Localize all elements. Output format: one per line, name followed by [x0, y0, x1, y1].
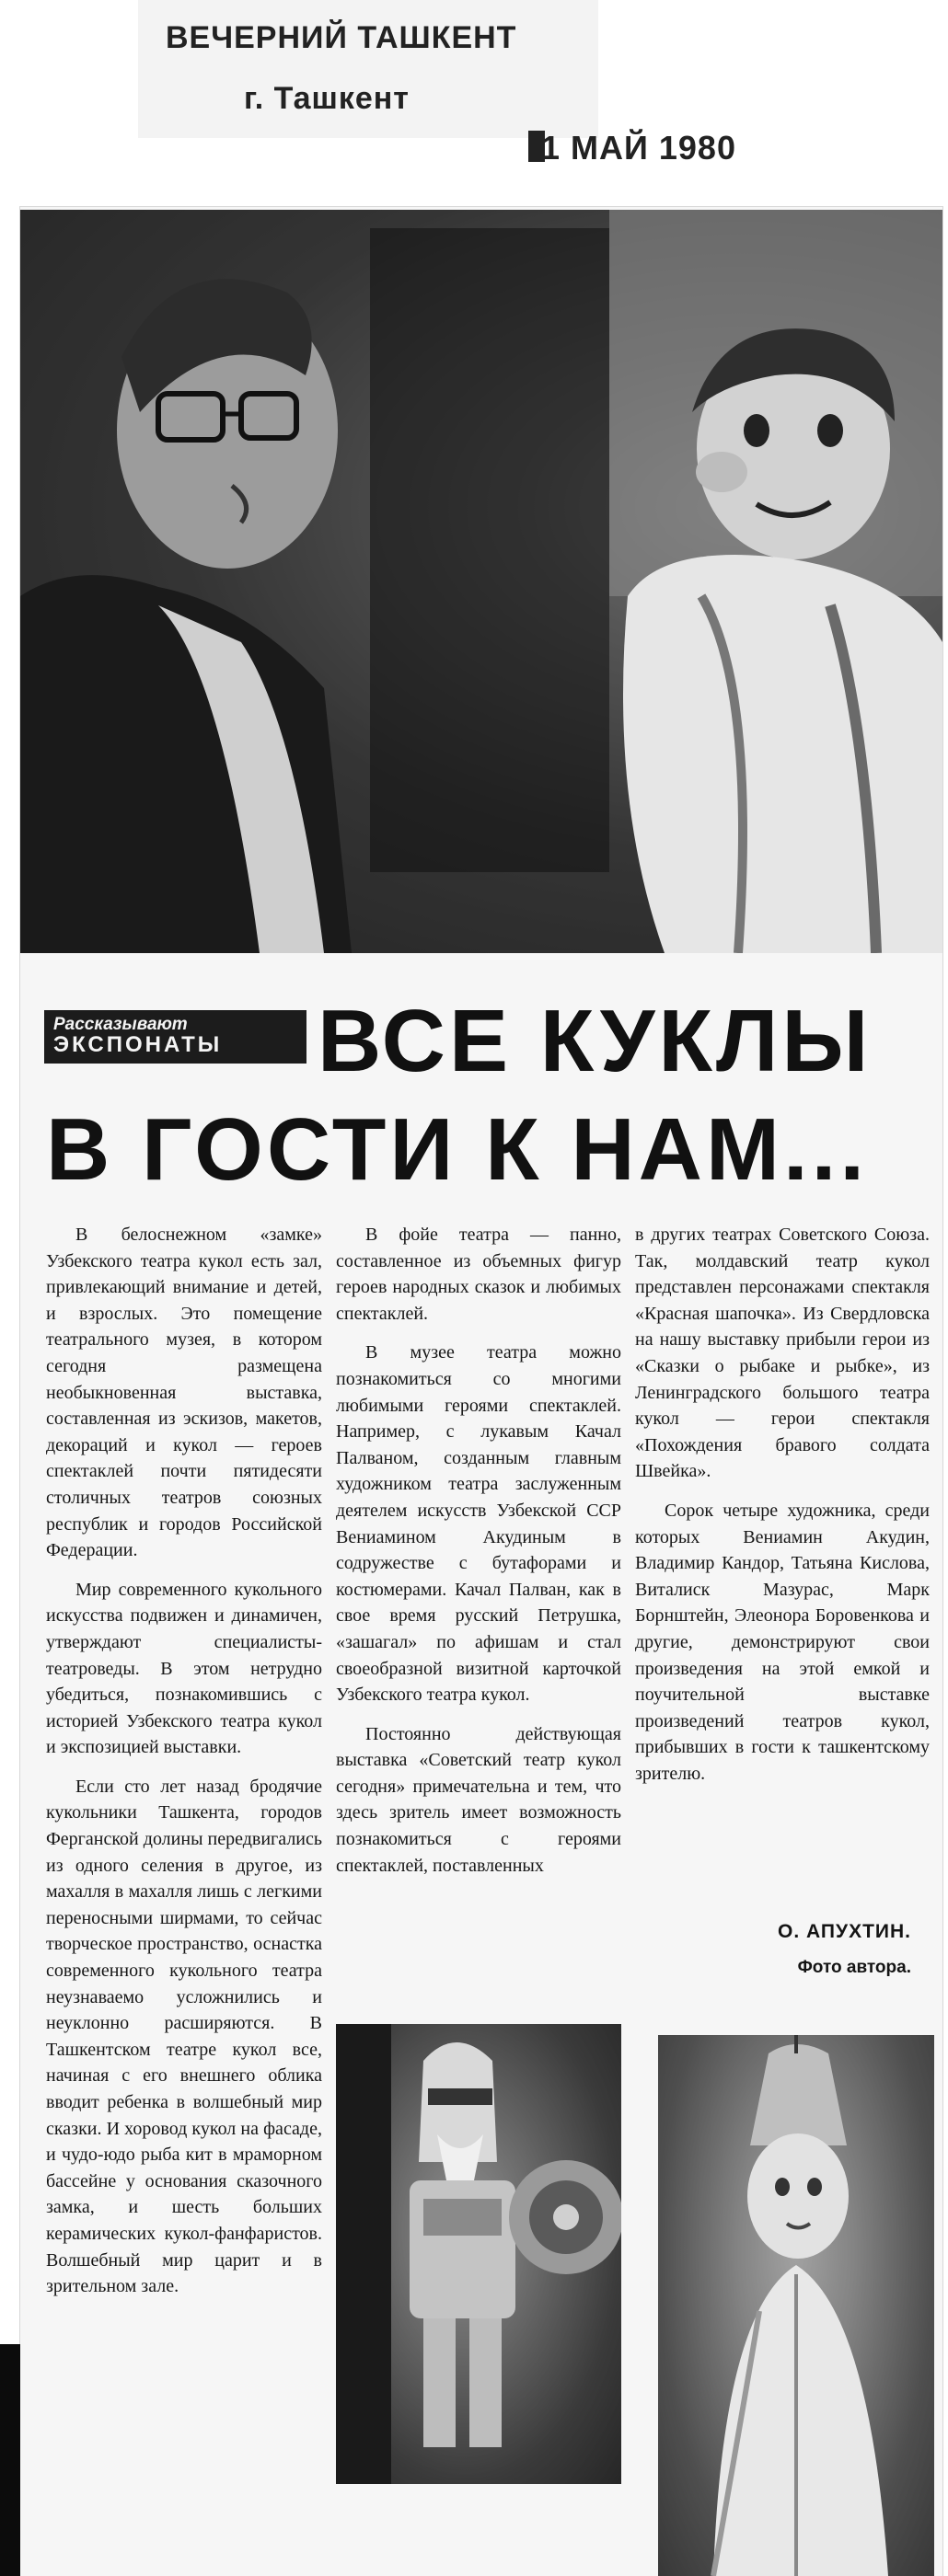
- girl-puppet-photo: [658, 2035, 934, 2576]
- article-column-2: [336, 1222, 621, 1892]
- main-photo: [20, 210, 942, 953]
- photo-credit: Фото автора.: [797, 1958, 911, 1977]
- rubric-label: [44, 1010, 306, 1064]
- rubric-line-1: Рассказывают: [53, 1015, 188, 1034]
- newspaper-stamp: ВЕЧЕРНИЙ ТАШКЕНТ: [166, 20, 517, 55]
- paragraph: Если сто лет назад бродячие кукольники Ташкента, городов Ферганской долины передвигались из одного селения в другое, из махалля в махалля лишь с легкими переносными ширмами, то сейчас творческое пространство, оснастка современного кукольного театра неузнаваемо усложнились и неуклонно расширяются. В Ташкентском театре кукол все, начиная с его внешнего облика вводит ребенка в волшебный мир сказки. И хоровод кукол на фасаде, и чудо-юдо рыба кит в мраморном бассейне у основания сказочного замка, и шесть больших керамических кукол-фанфаристов. Волшебный мир царит и в зрительном зале.: [46, 1776, 322, 2297]
- paragraph: Мир современного кукольного искусства подвижен и динамичен, утверждают специалисты-театроведы. В этом нетрудно убедиться, познакомившись с историей Узбекского театра кукол и экспозицией выставки.: [46, 1579, 322, 1758]
- article-column-3: [635, 1222, 930, 1800]
- headline-line-2: В ГОСТИ К НАМ...: [46, 1100, 868, 1199]
- rubric-line-2: ЭКСПОНАТЫ: [53, 1032, 223, 1057]
- paragraph: В фойе театра — панно, составленное из объемных фигур героев народных сказок и любимых спектаклей.: [336, 1225, 621, 1324]
- knight-puppet-photo: [336, 2024, 621, 2484]
- article-column-1: [46, 1222, 322, 2313]
- date-stamp: 1 МАЙ 1980: [541, 129, 736, 167]
- scan-edge: [0, 2344, 20, 2576]
- city-stamp: г. Ташкент: [244, 81, 410, 116]
- author-signature: О. АПУХТИН.: [778, 1921, 911, 1942]
- paragraph: В музее театра можно познакомиться со многими любимыми героями спектаклей. Например, с лукавым Качал Палваном, созданным главным художником театра заслуженным деятелем искусств Узбекской ССР Вениамином Акудиным в содружестве с бутафорами и костюмерами. Качал Палван, как в свое время русский Петрушка, «зашагал» по афишам и стал своеобразной визитной карточкой Узбекского театра кукол.: [336, 1342, 621, 1706]
- paragraph: в других театрах Советского Союза. Так, молдавский театр кукол представлен персонажами спектакля «Красная шапочка». Из Свердловска на нашу выставку прибыли герои из «Сказки о рыбаке и рыбке», из Ленинградского большого театра кукол — герои спектакля «Похождения бравого солдата Швейка».: [635, 1225, 930, 1482]
- paragraph: Постоянно действующая выставка «Советский театр кукол сегодня» примечательна и тем, что здесь зритель имеет возможность познакомиться с героями спектаклей, поставленных: [336, 1723, 621, 1876]
- paragraph: Сорок четыре художника, среди которых Вениамин Акудин, Владимир Кандор, Татьяна Кислова, Виталиск Мазурас, Марк Борнштейн, Элеонора Боровенкова и другие, демонстрируют свои произведения на этой емкой и поучительной выставке произведений театров кукол, прибывших в гости к ташкентскому зрителю.: [635, 1500, 930, 1784]
- paragraph: В белоснежном «замке» Узбекского театра кукол есть зал, привлекающий внимание и детей, и взрослых. Это помещение театрального музея, в котором сегодня размещена необыкновенная выставка, составленная из эскизов, макетов, декораций и кукол — героев спектаклей почти пятидесяти столичных театров союзных республик и городов Российской Федерации.: [46, 1225, 322, 1561]
- headline-line-1: ВСЕ КУКЛЫ: [318, 992, 873, 1090]
